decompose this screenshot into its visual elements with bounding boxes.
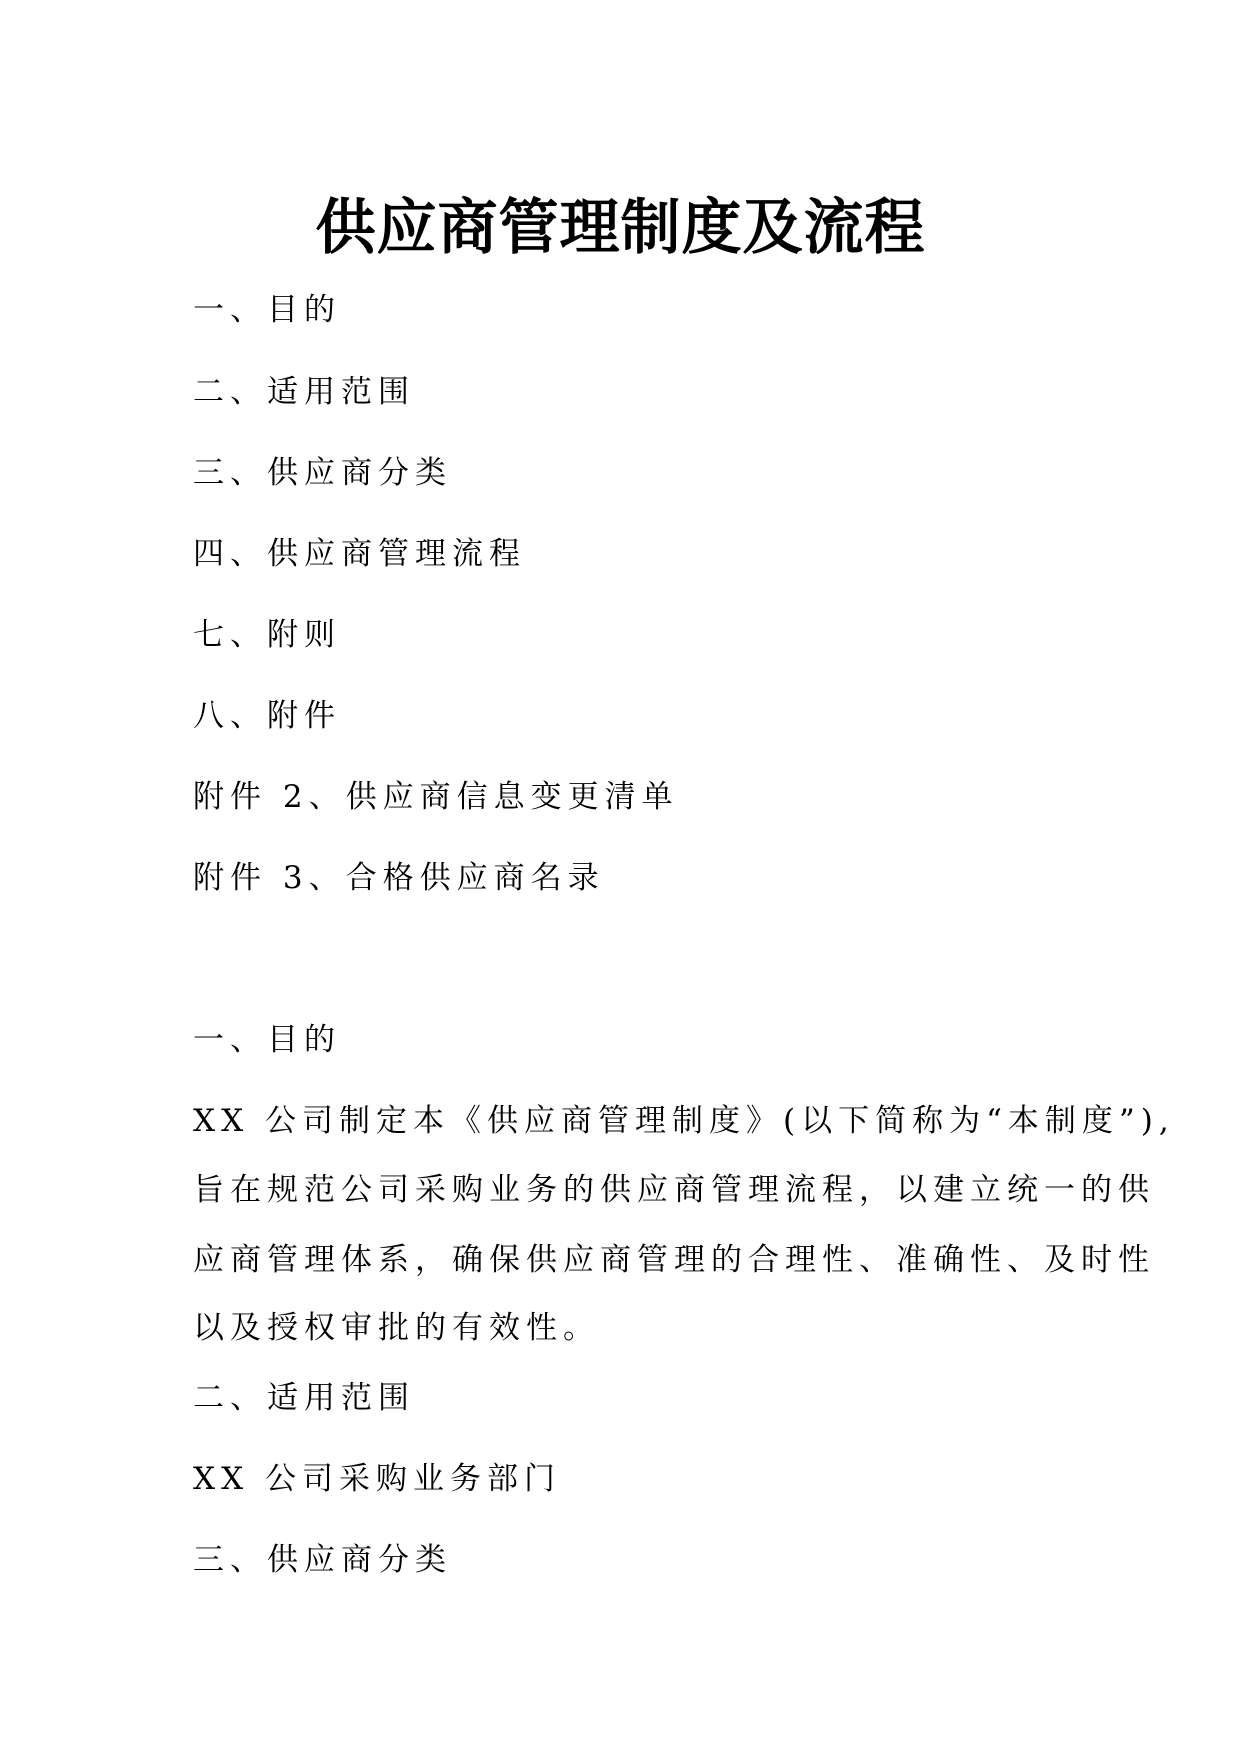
toc-item-attachments: 八、附件: [193, 698, 341, 734]
section-heading-scope: 二、适用范围: [193, 1380, 415, 1416]
toc-item-attachment-2: 附件 2、供应商信息变更清单: [193, 779, 679, 815]
toc-item-attachment-3: 附件 3、合格供应商名录: [193, 860, 605, 896]
document-title: 供应商管理制度及流程: [315, 193, 926, 263]
section-heading-purpose: 一、目的: [193, 1022, 341, 1058]
paragraph-line: 旨在规范公司采购业务的供应商管理流程，以建立统一的供: [193, 1172, 1155, 1208]
toc-item-purpose: 一、目的: [193, 292, 341, 328]
toc-item-classification: 三、供应商分类: [193, 455, 452, 491]
section-heading-classification: 三、供应商分类: [193, 1542, 452, 1578]
toc-item-supplementary: 七、附则: [193, 617, 341, 653]
paragraph-line: 应商管理体系，确保供应商管理的合理性、准确性、及时性: [193, 1242, 1155, 1278]
toc-item-process: 四、供应商管理流程: [193, 536, 526, 572]
toc-item-scope: 二、适用范围: [193, 374, 415, 410]
paragraph-line: 以及授权审批的有效性。: [193, 1310, 600, 1346]
scope-text: XX 公司采购业务部门: [193, 1461, 561, 1497]
paragraph-line: XX 公司制定本《供应商管理制度》(以下简称为“本制度”),: [193, 1103, 1175, 1139]
